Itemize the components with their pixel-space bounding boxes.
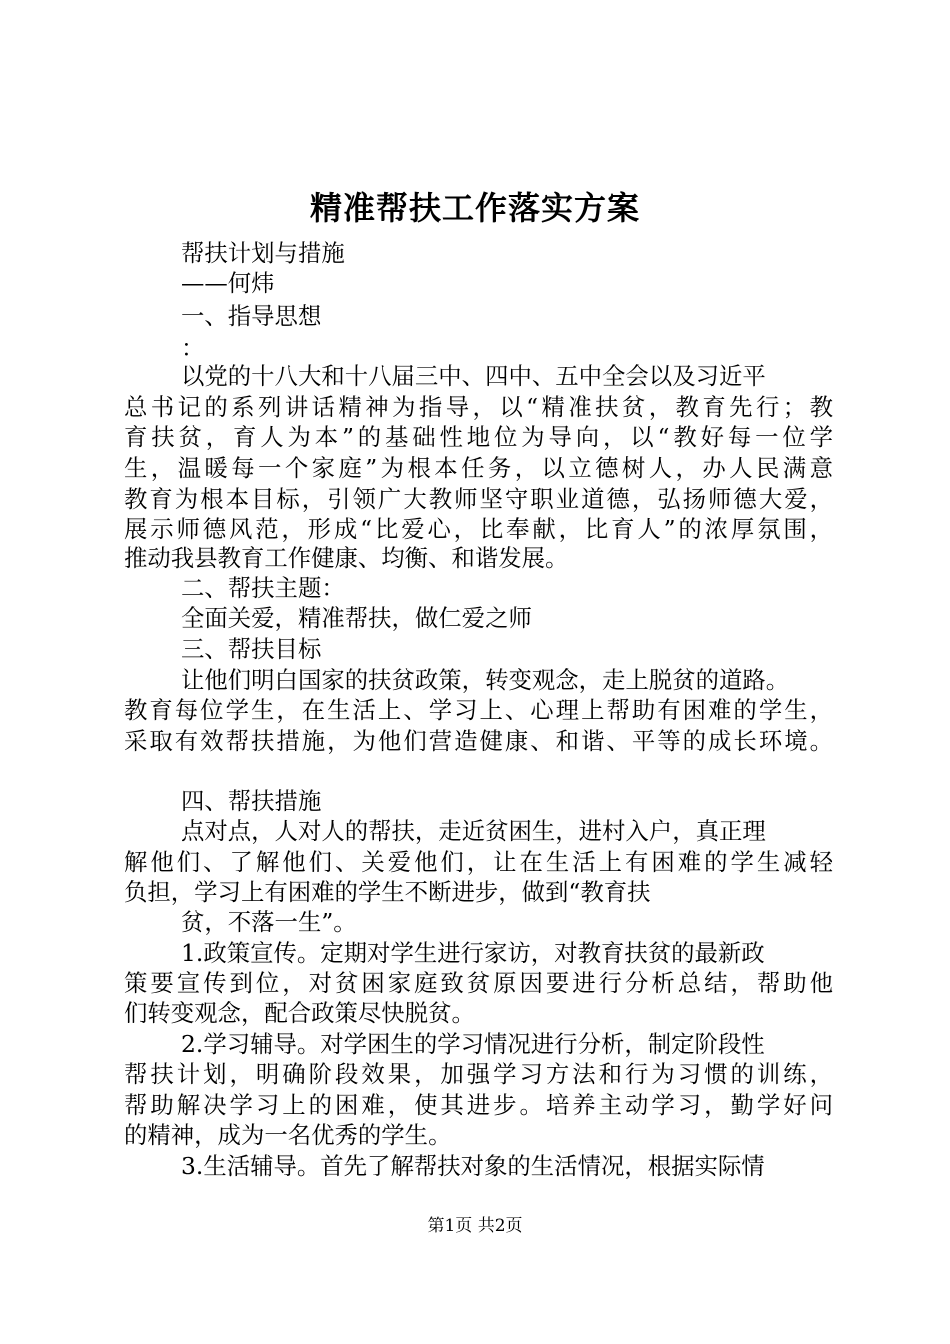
paragraph-line: 策要宣传到位，对贫困家庭致贫原因要进行分析总结，帮助他: [124, 969, 833, 997]
paragraph-line: 让他们明白国家的扶贫政策，转变观念，走上脱贫的道路。: [181, 666, 790, 694]
paragraph-line: 推动我县教育工作健康、均衡、和谐发展。: [124, 544, 569, 572]
paragraph-line: 1.政策宣传。定期对学生进行家访，对教育扶贫的最新政: [181, 939, 765, 967]
paragraph-line: 点对点，人对人的帮扶，走近贫困生，进村入户，真正理: [181, 817, 766, 845]
paragraph-line: 帮助解决学习上的困难，使其进步。培养主动学习，勤学好问: [124, 1091, 833, 1119]
document-title: 精准帮扶工作落实方案: [309, 189, 640, 227]
paragraph-line: 帮扶计划，明确阶段效果，加强学习方法和行为习惯的训练，: [124, 1060, 833, 1088]
paragraph-line: 全面关爱，精准帮扶，做仁爱之师: [181, 604, 532, 632]
page-number-footer: 第1页 共2页: [427, 1216, 523, 1236]
paragraph-line: 3.生活辅导。首先了解帮扶对象的生活情况，根据实际情: [181, 1152, 765, 1180]
section-heading-guiding-ideology: 一、指导思想: [181, 302, 322, 330]
paragraph-line: 育扶贫，育人为本”的基础性地位为导向，以“教好每一位学: [124, 423, 833, 451]
colon-line: ：: [181, 334, 205, 362]
paragraph-line: 采取有效帮扶措施，为他们营造健康、和谐、平等的成长环境。: [124, 727, 833, 755]
paragraph-line: 们转变观念，配合政策尽快脱贫。: [124, 999, 475, 1027]
author-line: ——何炜: [181, 269, 275, 297]
paragraph-line: 的精神，成为一名优秀的学生。: [124, 1121, 452, 1149]
paragraph-line: 教育为根本目标，引领广大教师坚守职业道德，弘扬师德大爱，: [124, 485, 833, 513]
section-heading-goals: 三、帮扶目标: [181, 635, 322, 663]
paragraph-line: 展示师德风范，形成“比爱心，比奉献，比育人”的浓厚氛围，: [124, 515, 833, 543]
paragraph-line: 负担，学习上有困难的学生不断进步，做到“教育扶: [124, 878, 651, 906]
plan-subtitle: 帮扶计划与措施: [181, 239, 345, 267]
section-heading-measures: 四、帮扶措施: [181, 787, 322, 815]
section-heading-theme: 二、帮扶主题：: [181, 574, 345, 602]
paragraph-line: 总书记的系列讲话精神为指导，以“精准扶贫，教育先行；教: [124, 393, 833, 421]
paragraph-line: 解他们、了解他们、关爱他们，让在生活上有困难的学生减轻: [124, 848, 833, 876]
paragraph-line: 2.学习辅导。对学困生的学习情况进行分析，制定阶段性: [181, 1030, 765, 1058]
paragraph-line: 教育每位学生，在生活上、学习上、心理上帮助有困难的学生，: [124, 696, 833, 724]
paragraph-line: 贫，不落一生”。: [181, 908, 357, 936]
paragraph-line: 生，温暖每一个家庭”为根本任务，以立德树人，办人民满意: [124, 454, 833, 482]
paragraph-line: 以党的十八大和十八届三中、四中、五中全会以及习近平: [181, 362, 766, 390]
